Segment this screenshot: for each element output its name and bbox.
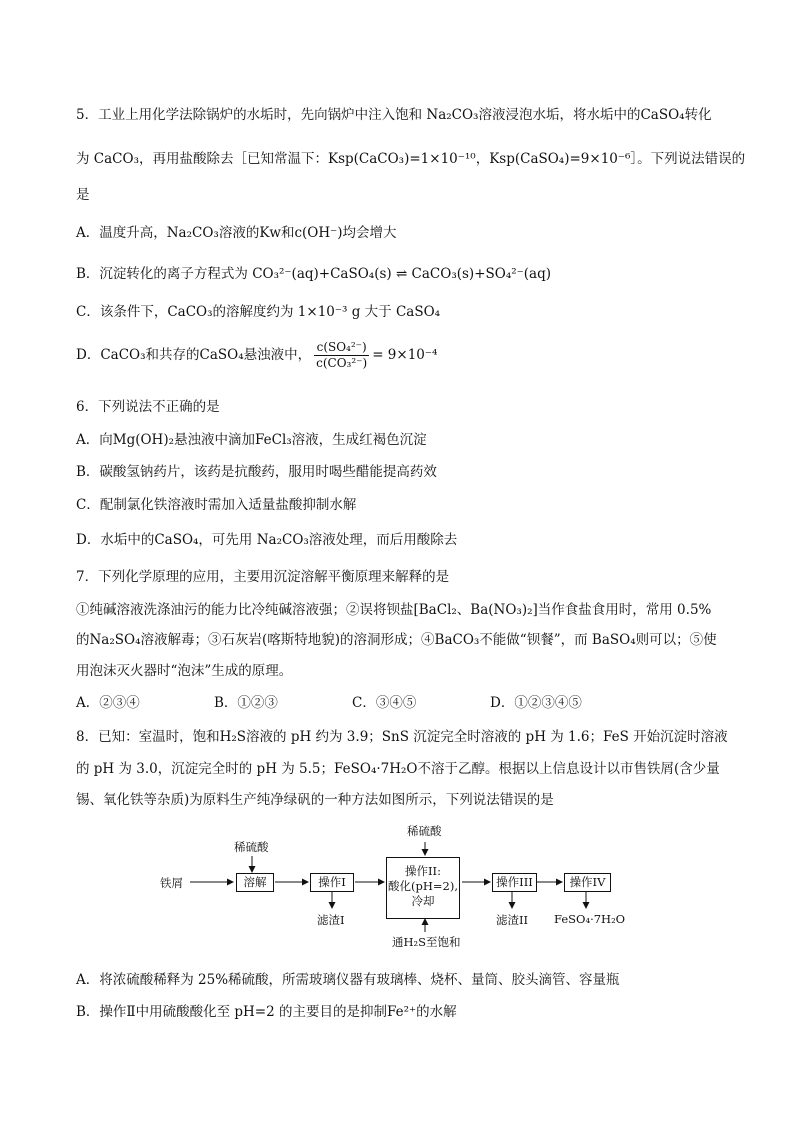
fraction-denominator: c(CO₃²⁻) [316,356,368,370]
q8-stem-line3: 锡、氧化铁等杂质)为原料生产纯净绿矾的一种方法如图所示，下列说法错误的是 [76,792,554,808]
flow-residue2-label: 滤渣II [496,913,529,927]
flow-product-label: FeSO₄·7H₂O [554,912,626,926]
q6-option-b: B．碳酸氢钠药片，该药是抗酸药，服用时喝些醋能提高药效 [76,464,437,480]
q8-option-a: A．将浓硫酸稀释为 25%稀硫酸，所需玻璃仪器有玻璃棒、烧杯、量筒、胶头滴管、容量瓶 [76,972,620,988]
q6-option-d: D．水垢中的CaSO₄，可先用 Na₂CO₃溶液处理，而后用酸除去 [76,532,458,548]
flow-step-operation3: 操作III [492,873,537,892]
flow-step-operation4: 操作IV [564,873,611,892]
q5-option-d [76,340,437,371]
q5-stem-line3: 是 [76,187,90,203]
process-flowchart [160,820,650,955]
flow-step3-line3: 冷却 [411,894,435,908]
q7-option-c: C．③④⑤ [352,695,417,711]
q5-option-b: B．沉淀转化的离子方程式为 CO₃²⁻(aq)+CaSO₄(s) ⇌ CaCO₃(s)+SO₄²⁻(aq) [76,266,552,282]
flow-step-operation2 [386,857,460,919]
flow-h2s-label: 通H₂S至饱和 [392,935,461,949]
flow-acid1-label: 稀硫酸 [234,840,269,854]
flow-step-operation1: 操作I [310,873,354,892]
q8-stem-line2: 的 pH 为 3.0，沉淀完全时的 pH 为 5.5；FeSO₄·7H₂O不溶于乙醇。根据以上信息设计以市售铁屑(含少量 [76,761,720,777]
fraction-numerator: c(SO₄²⁻) [314,340,369,356]
q5-option-d-prefix: D．CaCO₃和共存的CaSO₄悬浊液中， [76,347,312,363]
q7-options [76,694,582,712]
q6-option-a: A．向Mg(OH)₂悬浊液中滴加FeCl₃溶液，生成红褐色沉淀 [76,432,427,448]
q5-option-d-fraction [314,340,369,371]
q6-stem: 6．下列说法不正确的是 [76,399,220,415]
q7-body-line2: 的Na₂SO₄溶液解毒；③石灰岩(喀斯特地貌)的溶洞形成；④BaCO₃不能做“钡餐”，而 BaSO₄则可以；⑤使 [76,632,717,648]
q7-option-a: A．②③④ [76,695,140,711]
q7-stem: 7．下列化学原理的应用，主要用沉淀溶解平衡原理来解释的是 [76,569,450,585]
flow-residue1-label: 滤渣I [317,913,345,927]
q6-option-c: C．配制氯化铁溶液时需加入适量盐酸抑制水解 [76,497,357,513]
flow-start-label: 铁屑 [160,876,183,890]
flow-step3-line1: 操作II: [405,864,441,878]
q5-option-d-suffix: = 9×10⁻⁴ [372,347,438,363]
q7-option-d: D．①②③④⑤ [490,695,582,711]
q5-option-c: C．该条件下，CaCO₃的溶解度约为 1×10⁻³ g 大于 CaSO₄ [76,304,441,320]
q8-option-b: B．操作Ⅱ中用硫酸酸化至 pH=2 的主要目的是抑制Fe²⁺的水解 [76,1004,457,1020]
flow-step-dissolve: 溶解 [236,873,274,892]
q7-body-line3: 用泡沫灭火器时“泡沫”生成的原理。 [76,663,293,679]
q7-body-line1: ①纯碱溶液洗涤油污的能力比冷纯碱溶液强；②误将钡盐[BaCl₂、Ba(NO₃)₂]当作食盐食用时，常用 0.5% [76,602,712,618]
q5-option-a: A．温度升高，Na₂CO₃溶液的Kw和c(OH⁻)均会增大 [76,225,397,241]
q5-stem-line2: 为 CaCO₃，再用盐酸除去［已知常温下：Ksp(CaCO₃)=1×10⁻¹⁰，Ksp(CaSO₄)=9×10⁻⁶］。下列说法错误的 [76,151,746,167]
q8-stem-line1: 8．已知：室温时，饱和H₂S溶液的 pH 约为 3.9；SnS 沉淀完全时溶液的 pH 为 1.6；FeS 开始沉淀时溶液 [76,729,728,745]
flow-step3-line2: 酸化(pH=2), [388,879,458,893]
q7-option-b: B．①②③ [214,695,278,711]
q5-stem-line1: 5．工业上用化学法除锅炉的水垢时，先向锅炉中注入饱和 Na₂CO₃溶液浸泡水垢，将水垢中的CaSO₄转化 [76,107,712,123]
flow-acid2-label: 稀硫酸 [407,824,442,838]
